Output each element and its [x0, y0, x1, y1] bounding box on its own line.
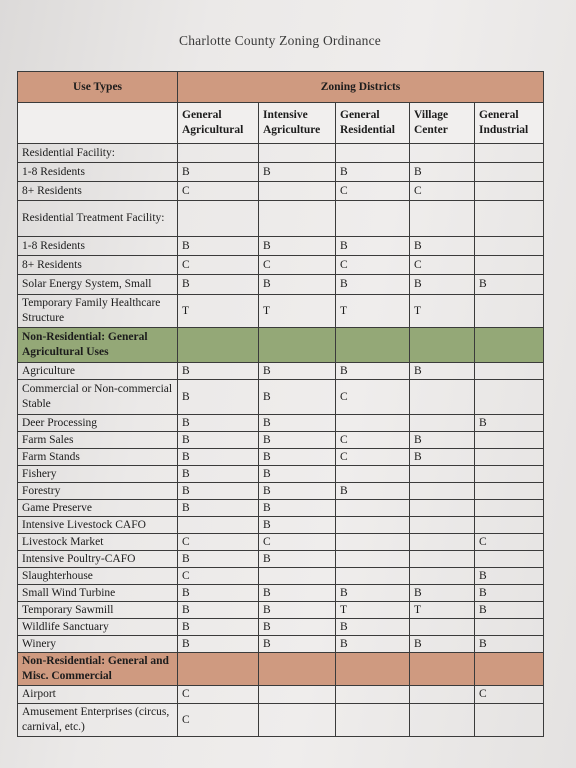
- district-value-cell: C: [336, 182, 410, 201]
- district-value-cell: B: [178, 602, 259, 619]
- district-value-cell: [475, 256, 544, 275]
- district-value-cell: [336, 466, 410, 483]
- district-value-cell: [475, 551, 544, 568]
- district-value-cell: [410, 483, 475, 500]
- district-value-cell: B: [410, 432, 475, 449]
- district-value-cell: C: [410, 256, 475, 275]
- district-value-cell: B: [259, 415, 336, 432]
- district-value-cell: B: [178, 585, 259, 602]
- district-value-cell: C: [410, 182, 475, 201]
- section-header-label: Non-Residential: General and Misc. Commercial: [18, 653, 178, 686]
- use-type-label: Residential Facility:: [18, 144, 178, 163]
- district-value-cell: B: [336, 636, 410, 653]
- district-value-cell: B: [336, 483, 410, 500]
- district-value-cell: [410, 380, 475, 415]
- section-header-cell: [336, 328, 410, 363]
- use-type-label: Agriculture: [18, 363, 178, 380]
- district-value-cell: B: [410, 585, 475, 602]
- table-row: [18, 500, 544, 517]
- district-value-cell: B: [259, 466, 336, 483]
- zoning-table-body: [18, 72, 544, 737]
- district-value-cell: B: [336, 363, 410, 380]
- table-row: [18, 483, 544, 500]
- table-row: [18, 363, 544, 380]
- district-value-cell: B: [178, 432, 259, 449]
- district-value-cell: B: [178, 636, 259, 653]
- district-value-cell: B: [410, 275, 475, 295]
- use-type-label: 8+ Residents: [18, 182, 178, 201]
- district-value-cell: [178, 144, 259, 163]
- zoning-table: [17, 71, 544, 737]
- district-value-cell: [475, 483, 544, 500]
- district-value-cell: C: [336, 432, 410, 449]
- section-header-cell: [410, 328, 475, 363]
- district-value-cell: B: [336, 163, 410, 182]
- section-header-row: [18, 328, 544, 363]
- district-value-cell: T: [336, 602, 410, 619]
- use-type-label: Commercial or Non-commercial Stable: [18, 380, 178, 415]
- use-type-label: Deer Processing: [18, 415, 178, 432]
- district-value-cell: C: [475, 534, 544, 551]
- district-value-cell: B: [259, 449, 336, 466]
- district-value-cell: C: [336, 380, 410, 415]
- use-type-label: 1-8 Residents: [18, 237, 178, 256]
- district-value-cell: T: [410, 295, 475, 328]
- section-header-cell: [178, 653, 259, 686]
- section-header-cell: [259, 653, 336, 686]
- district-value-cell: B: [475, 415, 544, 432]
- district-value-cell: B: [410, 363, 475, 380]
- district-value-cell: [475, 163, 544, 182]
- district-value-cell: [475, 432, 544, 449]
- district-value-cell: [178, 201, 259, 237]
- table-row: [18, 144, 544, 163]
- district-value-cell: [259, 182, 336, 201]
- district-value-cell: C: [336, 256, 410, 275]
- district-value-cell: B: [259, 500, 336, 517]
- table-row: [18, 602, 544, 619]
- district-value-cell: B: [178, 363, 259, 380]
- use-type-label: Farm Stands: [18, 449, 178, 466]
- district-value-cell: B: [259, 380, 336, 415]
- table-row: [18, 182, 544, 201]
- district-value-cell: B: [336, 237, 410, 256]
- district-value-cell: [475, 237, 544, 256]
- district-value-cell: B: [178, 551, 259, 568]
- district-value-cell: B: [259, 517, 336, 534]
- district-value-cell: [410, 466, 475, 483]
- table-row: [18, 256, 544, 275]
- table-row: [18, 466, 544, 483]
- district-value-cell: [475, 449, 544, 466]
- district-value-cell: [475, 363, 544, 380]
- district-value-cell: B: [178, 380, 259, 415]
- district-value-cell: [475, 295, 544, 328]
- use-type-label: Residential Treatment Facility:: [18, 201, 178, 237]
- section-header-label: Non-Residential: General Agricultural Uses: [18, 328, 178, 363]
- district-value-cell: [259, 201, 336, 237]
- use-type-label: 1-8 Residents: [18, 163, 178, 182]
- district-value-cell: [475, 201, 544, 237]
- district-value-cell: B: [475, 275, 544, 295]
- use-type-label: Forestry: [18, 483, 178, 500]
- use-type-label: Solar Energy System, Small: [18, 275, 178, 295]
- district-value-cell: [336, 686, 410, 704]
- district-value-cell: B: [178, 619, 259, 636]
- table-row: [18, 619, 544, 636]
- use-type-label: Farm Sales: [18, 432, 178, 449]
- section-header-cell: [410, 653, 475, 686]
- district-value-cell: B: [178, 163, 259, 182]
- district-value-cell: [336, 534, 410, 551]
- district-value-cell: [259, 686, 336, 704]
- district-value-cell: [410, 201, 475, 237]
- district-value-cell: [178, 517, 259, 534]
- district-value-cell: [336, 704, 410, 737]
- table-row: [18, 551, 544, 568]
- use-types-blank-cell: [18, 103, 178, 144]
- district-value-cell: [336, 551, 410, 568]
- district-value-cell: B: [410, 237, 475, 256]
- district-value-cell: [336, 500, 410, 517]
- district-value-cell: B: [259, 483, 336, 500]
- district-value-cell: B: [178, 500, 259, 517]
- use-type-label: Wildlife Sanctuary: [18, 619, 178, 636]
- column-header-general-agricultural: General Agricultural: [178, 103, 259, 144]
- district-value-cell: B: [475, 636, 544, 653]
- table-row: [18, 636, 544, 653]
- document-title: Charlotte County Zoning Ordinance: [179, 33, 381, 48]
- district-value-cell: C: [178, 534, 259, 551]
- table-row: [18, 380, 544, 415]
- district-value-cell: B: [178, 415, 259, 432]
- district-value-cell: T: [259, 295, 336, 328]
- table-row: [18, 163, 544, 182]
- use-types-header: Use Types: [18, 72, 178, 103]
- district-value-cell: T: [410, 602, 475, 619]
- district-value-cell: B: [259, 585, 336, 602]
- district-value-cell: [259, 704, 336, 737]
- table-row: [18, 237, 544, 256]
- district-value-cell: C: [178, 256, 259, 275]
- district-value-cell: [336, 415, 410, 432]
- district-value-cell: [410, 415, 475, 432]
- district-value-cell: B: [259, 363, 336, 380]
- use-type-label: Winery: [18, 636, 178, 653]
- district-value-cell: C: [259, 534, 336, 551]
- district-value-cell: C: [475, 686, 544, 704]
- district-value-cell: C: [178, 686, 259, 704]
- district-value-cell: B: [178, 483, 259, 500]
- district-value-cell: B: [410, 449, 475, 466]
- district-value-cell: [475, 517, 544, 534]
- district-value-cell: B: [178, 237, 259, 256]
- section-header-cell: [475, 328, 544, 363]
- district-value-cell: B: [259, 432, 336, 449]
- district-value-cell: B: [475, 602, 544, 619]
- district-value-cell: B: [475, 585, 544, 602]
- column-header-general-residential: General Residential: [336, 103, 410, 144]
- district-value-cell: [410, 517, 475, 534]
- district-value-cell: [336, 568, 410, 585]
- district-value-cell: [410, 534, 475, 551]
- district-value-cell: B: [410, 636, 475, 653]
- table-row: [18, 585, 544, 602]
- district-value-cell: B: [259, 163, 336, 182]
- district-value-cell: [336, 517, 410, 534]
- district-value-cell: [475, 466, 544, 483]
- district-value-cell: [410, 500, 475, 517]
- district-value-cell: [410, 551, 475, 568]
- table-row: [18, 704, 544, 737]
- district-columns-row: [18, 103, 544, 144]
- use-type-label: Intensive Poultry-CAFO: [18, 551, 178, 568]
- section-header-cell: [475, 653, 544, 686]
- table-row: [18, 686, 544, 704]
- section-header-cell: [259, 328, 336, 363]
- district-value-cell: B: [178, 449, 259, 466]
- column-header-general-industrial: General Industrial: [475, 103, 544, 144]
- district-value-cell: [475, 704, 544, 737]
- district-value-cell: T: [336, 295, 410, 328]
- table-row: [18, 415, 544, 432]
- use-type-label: Slaughterhouse: [18, 568, 178, 585]
- district-value-cell: [336, 201, 410, 237]
- district-value-cell: T: [178, 295, 259, 328]
- section-header-cell: [178, 328, 259, 363]
- district-value-cell: [475, 380, 544, 415]
- district-value-cell: [410, 704, 475, 737]
- district-value-cell: C: [336, 449, 410, 466]
- district-value-cell: B: [259, 551, 336, 568]
- table-header-row: [18, 72, 544, 103]
- district-value-cell: B: [259, 237, 336, 256]
- use-type-label: Game Preserve: [18, 500, 178, 517]
- use-type-label: Airport: [18, 686, 178, 704]
- district-value-cell: [336, 144, 410, 163]
- section-header-cell: [336, 653, 410, 686]
- district-value-cell: [410, 686, 475, 704]
- district-value-cell: [259, 568, 336, 585]
- zoning-districts-header: Zoning Districts: [178, 72, 544, 103]
- district-value-cell: C: [259, 256, 336, 275]
- column-header-village-center: Village Center: [410, 103, 475, 144]
- district-value-cell: [475, 144, 544, 163]
- table-row: [18, 534, 544, 551]
- district-value-cell: C: [178, 182, 259, 201]
- use-type-label: Livestock Market: [18, 534, 178, 551]
- district-value-cell: B: [259, 619, 336, 636]
- use-type-label: 8+ Residents: [18, 256, 178, 275]
- table-row: [18, 432, 544, 449]
- district-value-cell: B: [178, 466, 259, 483]
- use-type-label: Small Wind Turbine: [18, 585, 178, 602]
- table-row: [18, 275, 544, 295]
- district-value-cell: B: [475, 568, 544, 585]
- use-type-label: Amusement Enterprises (circus, carnival, etc.): [18, 704, 178, 737]
- table-row: [18, 201, 544, 237]
- column-header-intensive-agriculture: Intensive Agriculture: [259, 103, 336, 144]
- district-value-cell: B: [259, 636, 336, 653]
- district-value-cell: C: [178, 704, 259, 737]
- district-value-cell: B: [410, 163, 475, 182]
- table-row: [18, 295, 544, 328]
- district-value-cell: [410, 568, 475, 585]
- district-value-cell: B: [178, 275, 259, 295]
- table-row: [18, 568, 544, 585]
- district-value-cell: C: [178, 568, 259, 585]
- use-type-label: Intensive Livestock CAFO: [18, 517, 178, 534]
- use-type-label: Temporary Family Healthcare Structure: [18, 295, 178, 328]
- section-header-row: [18, 653, 544, 686]
- use-type-label: Fishery: [18, 466, 178, 483]
- use-type-label: Temporary Sawmill: [18, 602, 178, 619]
- district-value-cell: B: [336, 619, 410, 636]
- table-row: [18, 517, 544, 534]
- district-value-cell: B: [259, 275, 336, 295]
- district-value-cell: [259, 144, 336, 163]
- district-value-cell: [410, 619, 475, 636]
- district-value-cell: [410, 144, 475, 163]
- district-value-cell: B: [336, 585, 410, 602]
- district-value-cell: B: [259, 602, 336, 619]
- table-row: [18, 449, 544, 466]
- district-value-cell: [475, 619, 544, 636]
- district-value-cell: [475, 500, 544, 517]
- district-value-cell: B: [336, 275, 410, 295]
- district-value-cell: [475, 182, 544, 201]
